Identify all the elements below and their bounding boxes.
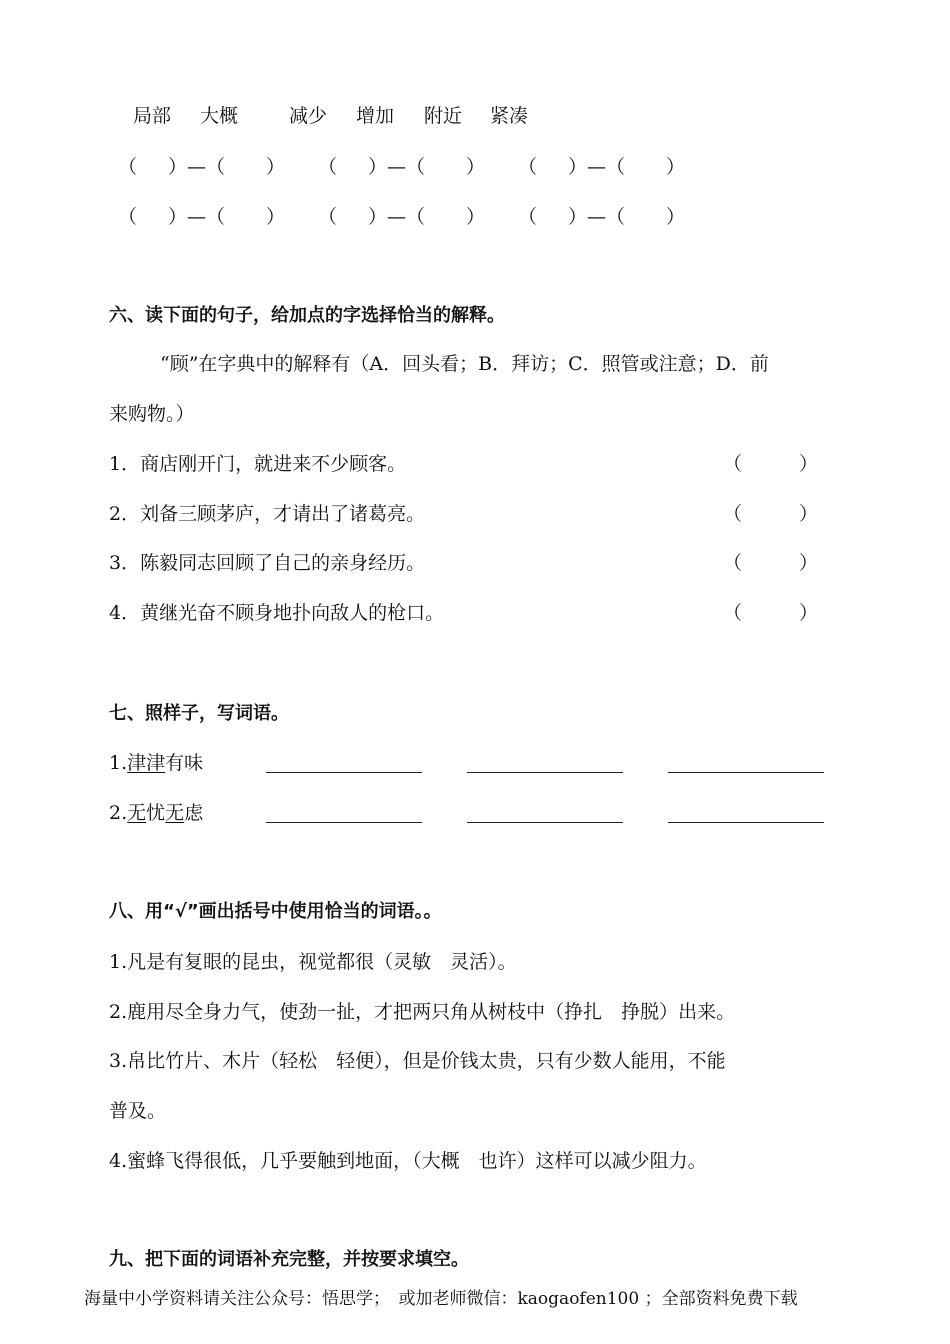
section8-item-3: 3.帛比竹片、木片（轻松 轻便），但是价钱太贵，只有少数人能用，不能 [109,1050,726,1072]
underlined-char: 无 [165,802,185,824]
section7-title: 七、照样子，写词语。 [109,703,289,724]
answer-paren: （ ） [723,453,819,475]
section8-item-1: 1.凡是有复眼的昆虫，视觉都很（灵敏 灵活）。 [109,951,517,973]
answer-blank[interactable] [668,822,824,823]
answer-paren: （ ） [723,602,819,624]
plain-char: 虑 [184,802,204,824]
answer-paren: （ ） [723,503,819,525]
answer-blank[interactable] [467,772,623,773]
paren: （ [518,156,538,178]
paren: ）—（ [568,206,626,228]
section8-item-3-cont: 普及。 [109,1100,167,1122]
section8-item-2: 2.鹿用尽全身力气，使劲一扯，才把两只角从树枝中（挣扎 挣脱）出来。 [109,1001,736,1023]
paren: ）—（ [168,156,226,178]
section9-title: 九、把下面的词语补充完整，并按要求填空。 [109,1249,469,1270]
answer-blank[interactable] [467,822,623,823]
section6-title: 六、读下面的句子，给加点的字选择恰当的解释。 [109,305,505,326]
word-5: 附近 [424,105,463,127]
paren: ） [266,206,286,228]
paren: ）—（ [368,206,426,228]
example-number: 1. [109,752,128,774]
word-6: 紧凑 [490,105,529,127]
paren: ） [466,156,486,178]
paren: （ [318,156,338,178]
section6-item-2: 2．刘备三顾茅庐，才请出了诸葛亮。 [109,503,426,525]
paren: （ [118,156,138,178]
paren: （ [518,206,538,228]
paren: ）—（ [568,156,626,178]
paren: ） [466,206,486,228]
section6-item-3: 3．陈毅同志回顾了自己的亲身经历。 [109,552,426,574]
plain-char: 忧 [146,802,166,824]
answer-paren: （ ） [723,552,819,574]
paren: ） [266,156,286,178]
plain-chars: 有味 [165,752,204,774]
example-number: 2. [109,802,128,824]
word-4: 增加 [356,105,395,127]
page-footer: 海量中小学资料请关注公众号：悟思学； 或加老师微信：kaogaofen100 ；全部资料免费下载 [84,1289,798,1309]
paren: ）—（ [168,206,226,228]
paren: ） [666,156,686,178]
example-1 [109,751,203,775]
underlined-char: 无 [127,802,147,824]
word-1: 局部 [133,105,172,127]
section6-intro-line1: “顾”在字典中的解释有（A．回头看；B．拜访；C．照管或注意；D．前 [160,353,769,375]
word-2: 大概 [200,105,239,127]
paren: ）—（ [368,156,426,178]
example-2 [109,801,203,825]
answer-blank[interactable] [266,772,422,773]
answer-blank[interactable] [266,822,422,823]
paren: （ [118,206,138,228]
word-3: 减少 [289,105,328,127]
paren: （ [318,206,338,228]
section8-title: 八、用“√”画出括号中使用恰当的词语。。 [109,901,442,922]
section6-item-4: 4．黄继光奋不顾身地扑向敌人的枪口。 [109,602,445,624]
section6-intro-line2: 来购物。） [109,403,195,425]
paren: ） [666,206,686,228]
underlined-chars: 津津 [127,752,166,774]
answer-blank[interactable] [668,772,824,773]
section8-item-4: 4.蜜蜂飞得很低，几乎要触到地面，（大概 也许）这样可以减少阻力。 [109,1150,707,1172]
section6-item-1: 1．商店刚开门，就进来不少顾客。 [109,453,407,475]
